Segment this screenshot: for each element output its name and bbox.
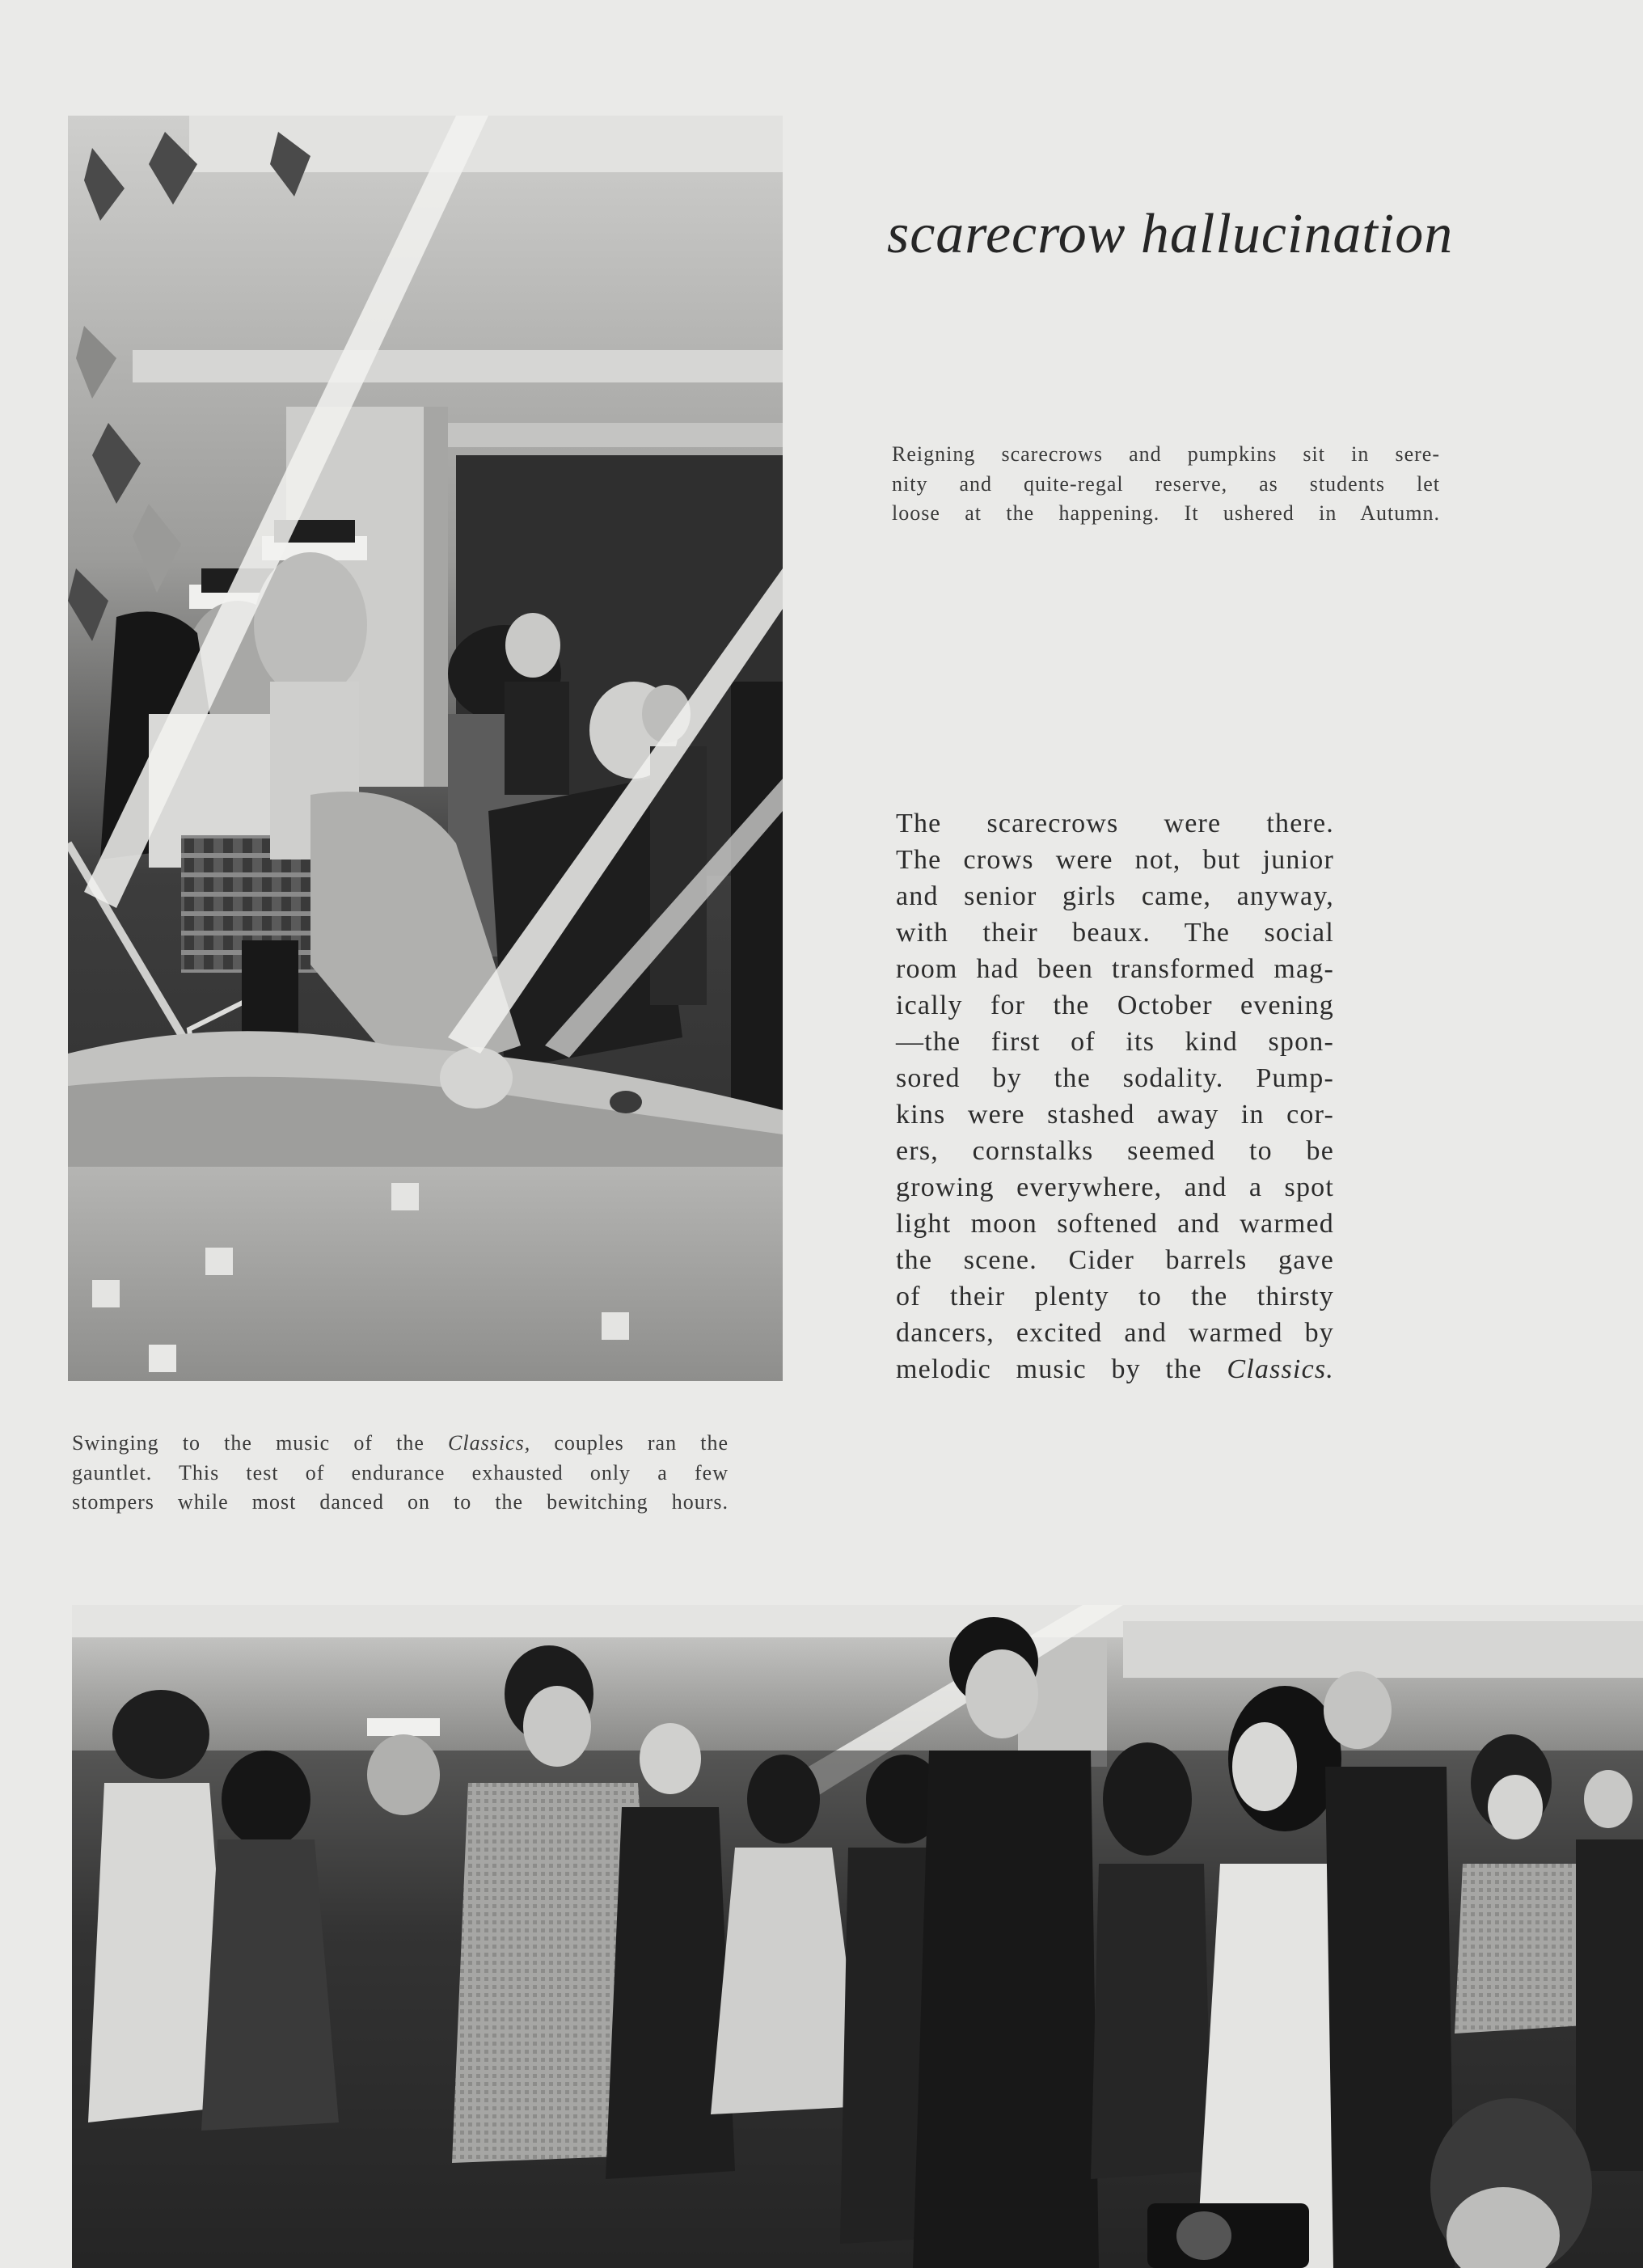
article-line: dancers, excited and warmed by — [896, 1318, 1334, 1348]
scarecrow-photo-image — [68, 116, 783, 1381]
article-line: —the first of its kind spon- — [896, 1027, 1334, 1057]
dancing-photo-image — [72, 1605, 1643, 2268]
article-line: light moon softened and warmed — [896, 1209, 1334, 1239]
scarecrow-photo — [68, 116, 783, 1381]
headline: scarecrow hallucination — [887, 203, 1454, 265]
article-last-line-text: melodic music by the — [896, 1354, 1227, 1384]
article-last-line — [896, 1351, 1334, 1387]
article-line: sored by the sodality. Pump- — [896, 1063, 1334, 1093]
article-line: of their plenty to the thirsty — [896, 1282, 1334, 1311]
article-line: ically for the October evening — [896, 990, 1334, 1020]
article-line: and senior girls came, anyway, — [896, 881, 1334, 911]
caption-line: Reigning scarecrows and pumpkins sit in sere- — [892, 442, 1440, 466]
dance-caption — [72, 1429, 729, 1518]
caption-line — [72, 1429, 729, 1459]
band-name: Classics. — [1227, 1354, 1334, 1384]
caption-line: stompers while most danced on to the bewitching hours. — [72, 1490, 729, 1514]
caption-line: gauntlet. This test of endurance exhausted only a few — [72, 1460, 729, 1485]
caption-line: loose at the happening. It ushered in Autumn. — [892, 501, 1440, 525]
article-line: The scarecrows were there. — [896, 809, 1334, 838]
article-line: the scene. Cider barrels gave — [896, 1245, 1334, 1275]
band-name: Classics, — [448, 1431, 531, 1455]
caption-line: nity and quite-regal reserve, as students let — [892, 471, 1440, 496]
article-line: growing everywhere, and a spot — [896, 1172, 1334, 1202]
article-body — [896, 805, 1334, 1387]
article-line: The crows were not, but junior — [896, 845, 1334, 875]
scarecrow-photo-caption — [892, 440, 1440, 529]
article-line: room had been transformed mag- — [896, 954, 1334, 984]
caption-text: Swinging to the music of the — [72, 1431, 449, 1455]
article-line: with their beaux. The social — [896, 918, 1334, 948]
article-line: ers, cornstalks seemed to be — [896, 1136, 1334, 1166]
caption-text: couples ran the — [530, 1431, 729, 1455]
dancing-photo — [72, 1605, 1643, 2268]
article-line: kins were stashed away in cor- — [896, 1100, 1334, 1130]
